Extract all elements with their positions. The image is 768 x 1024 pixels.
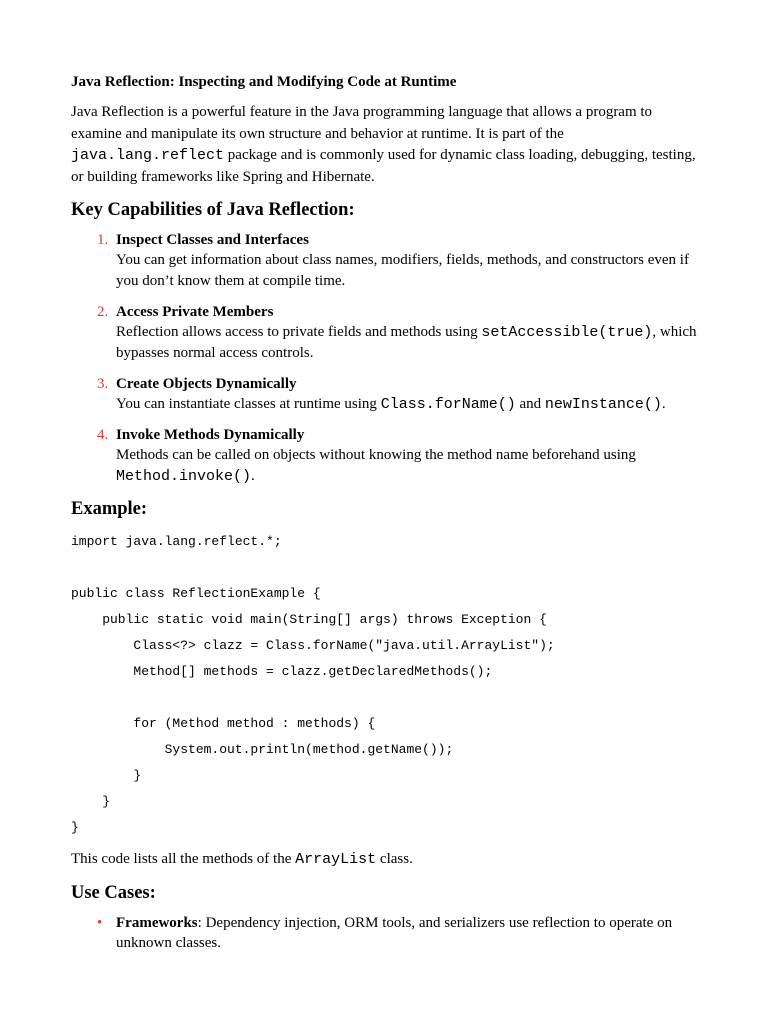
desc-text: Reflection allows access to private fields and methods using [116,324,482,340]
inline-code: setAccessible(true) [481,324,653,341]
capabilities-heading: Key Capabilities of Java Reflection: [71,200,355,220]
code-line [71,555,697,581]
list-number: 2. [97,304,109,320]
intro-paragraph [71,102,697,188]
code-line: for (Method method : methods) { [71,716,376,731]
desc-text: You can instantiate classes at runtime using [116,396,381,412]
use-cases-heading: Use Cases: [71,882,156,903]
use-case-description: : Dependency injection, ORM tools, and serializers use reflection to operate on unknown classes. [116,914,673,951]
desc-text: Methods can be called on objects without knowing the method name beforehand using [116,447,636,463]
capability-description [116,250,697,292]
desc-text: . [251,468,255,484]
capability-item [71,374,697,415]
document-title: Java Reflection: Inspecting and Modifying Code at Runtime [71,74,457,90]
desc-text: , which bypasses normal access controls. [116,324,697,361]
capability-item [71,302,697,364]
list-number: 3. [97,376,109,392]
note-text-after: class. [376,851,413,867]
capability-description [116,322,697,364]
example-heading: Example: [71,499,148,519]
desc-text: and [515,396,545,412]
inline-code: newInstance() [544,396,662,413]
code-line: } [71,768,142,783]
intro-inline-code: java.lang.reflect [71,147,225,164]
capability-title: Inspect Classes and Interfaces [116,232,309,248]
example-note [71,849,697,871]
capability-title: Create Objects Dynamically [116,376,297,392]
use-case-item [71,913,697,953]
desc-text: . [661,396,666,412]
list-number: 4. [97,427,109,443]
capability-description [116,445,697,487]
use-case-term: Frameworks [116,914,198,931]
intro-text-before: Java Reflection is a powerful feature in the Java programming language that allows a program to examine and manipulate its own structure and behavior at runtime. It is part of the [71,104,653,142]
code-block [71,529,697,841]
capabilities-list [71,230,697,487]
inline-code: Method.invoke() [116,468,252,485]
capability-description [116,394,697,415]
code-line: import java.lang.reflect.*; [71,534,282,549]
list-number: 1. [97,232,109,248]
code-line: System.out.println(method.getName()); [71,742,454,757]
desc-text: You can get information about class names, modifiers, fields, methods, and constructors even if you don’t know them at compile time. [116,252,689,289]
code-line: Class<?> clazz = Class.forName("java.util.ArrayList"); [71,638,555,653]
intro-text-after: package and is commonly used for dynamic class loading, debugging, testing, or building frameworks like Spring and Hibernate. [71,147,696,185]
code-line: Method[] methods = clazz.getDeclaredMethods(); [71,664,493,679]
code-line: } [71,820,79,835]
note-inline-code: ArrayList [295,851,377,868]
capability-title: Access Private Members [116,304,274,320]
bullet-icon: • [97,914,103,931]
code-line: public class ReflectionExample { [71,586,321,601]
code-line: public static void main(String[] args) throws Exception { [71,612,547,627]
capability-item [71,425,697,487]
note-text-before: This code lists all the methods of the [71,851,296,867]
capability-title: Invoke Methods Dynamically [116,427,305,443]
code-line [71,685,697,711]
capability-item [71,230,697,292]
use-cases-list [71,913,697,953]
code-line: } [71,794,111,809]
inline-code: Class.forName() [380,396,516,413]
